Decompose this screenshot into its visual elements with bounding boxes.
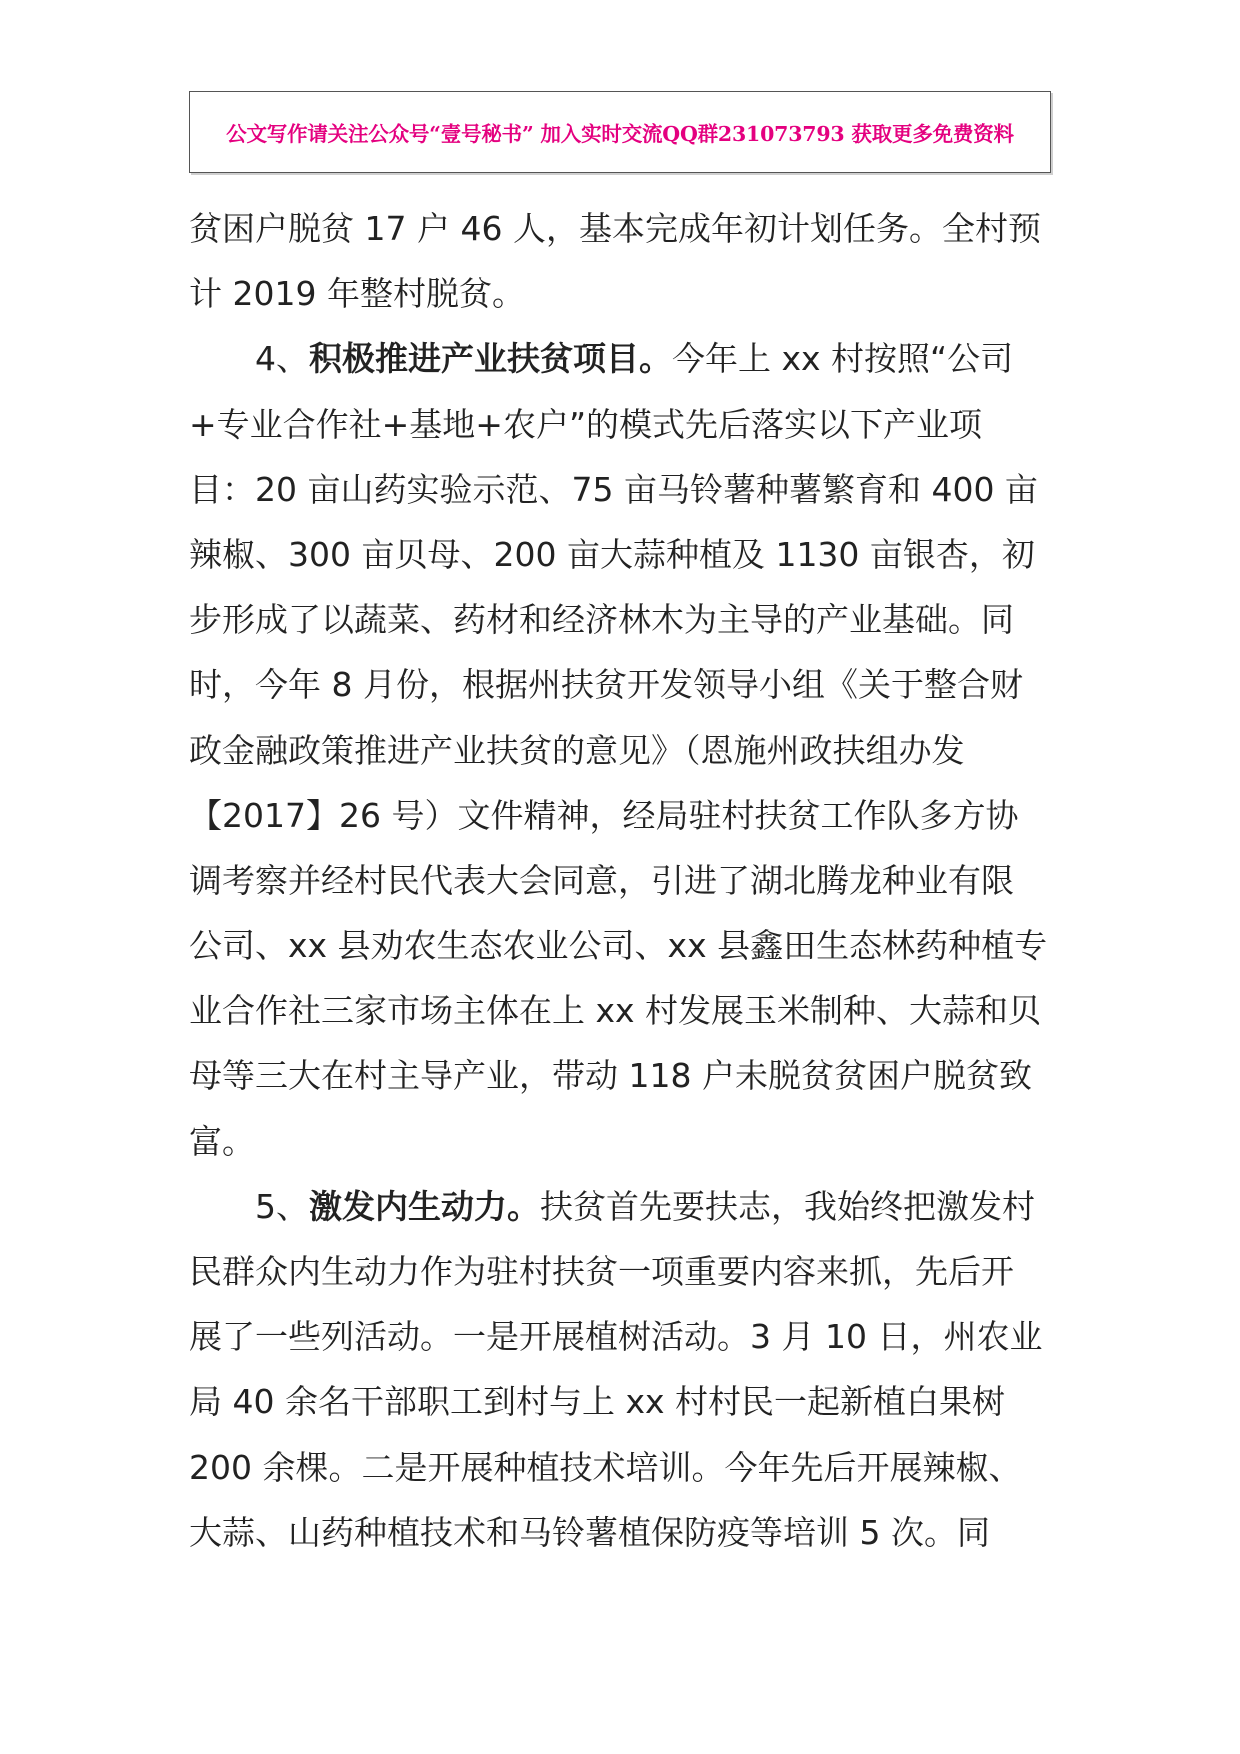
- text-line: 贫困户脱贫 17 户 46 人，基本完成年初计划任务。全村预: [189, 209, 1041, 248]
- text-line: 局 40 余名干部职工到村与上 xx 村村民一起新植白果树: [189, 1382, 1006, 1422]
- text-line: 时，今年 8 月份，根据州扶贫开发领导小组《关于整合财: [189, 665, 1023, 705]
- text-line: 展了一些列活动。一是开展植树活动。3 月 10 日，州农业: [189, 1317, 1043, 1357]
- section-number: 5、: [255, 1186, 309, 1226]
- text-line: 步形成了以蔬菜、药材和经济林木为主导的产业基础。同: [189, 600, 1014, 640]
- document-body: [189, 196, 1053, 1565]
- section-title: 激发内生动力。: [309, 1186, 540, 1226]
- text-line: 200 余棵。二是开展种植技术培训。今年先后开展辣椒、: [189, 1447, 1022, 1487]
- section-number: 4、: [255, 339, 309, 379]
- text-line: 政金融政策推进产业扶贫的意见》（恩施州政扶组办发: [189, 730, 965, 770]
- text-line: 民群众内生动力作为驻村扶贫一项重要内容来抓，先后开: [189, 1252, 1014, 1291]
- text-line: 辣椒、300 亩贝母、200 亩大蒜种植及 1130 亩银杏，初: [189, 534, 1035, 574]
- section-text: 扶贫首先要扶志，我始终把激发村: [540, 1186, 1035, 1226]
- section-5-heading-line: [189, 1174, 1053, 1239]
- text-line: +专业合作社+基地+农户”的模式先后落实以下产业项: [189, 404, 983, 444]
- text-line: 【2017】26 号）文件精神，经局驻村扶贫工作队多方协: [189, 795, 1019, 835]
- text-line: 公司、xx 县劝农生态农业公司、xx 县鑫田生态林药种植专: [189, 926, 1048, 966]
- header-banner: [189, 91, 1051, 173]
- banner-text: 公文写作请关注公众号“壹号秘书” 加入实时交流QQ群231073793 获取更多免费资料: [226, 122, 1014, 146]
- text-line: 业合作社三家市场主体在上 xx 村发展玉米制种、大蒜和贝: [189, 991, 1042, 1031]
- section-text: 今年上 xx 村按照“公司: [672, 339, 1014, 379]
- text-line: 母等三大在村主导产业，带动 118 户未脱贫贫困户脱贫致: [189, 1056, 1032, 1096]
- text-line: 大蒜、山药种植技术和马铃薯植保防疫等培训 5 次。同: [189, 1512, 990, 1552]
- text-line: 计 2019 年整村脱贫。: [189, 274, 525, 314]
- text-line: 富。: [189, 1121, 255, 1161]
- section-4-heading-line: [189, 326, 1053, 391]
- section-title: 积极推进产业扶贫项目。: [309, 339, 672, 379]
- text-line: 目：20 亩山药实验示范、75 亩马铃薯种薯繁育和 400 亩: [189, 469, 1038, 509]
- text-line: 调考察并经村民代表大会同意，引进了湖北腾龙种业有限: [189, 860, 1014, 900]
